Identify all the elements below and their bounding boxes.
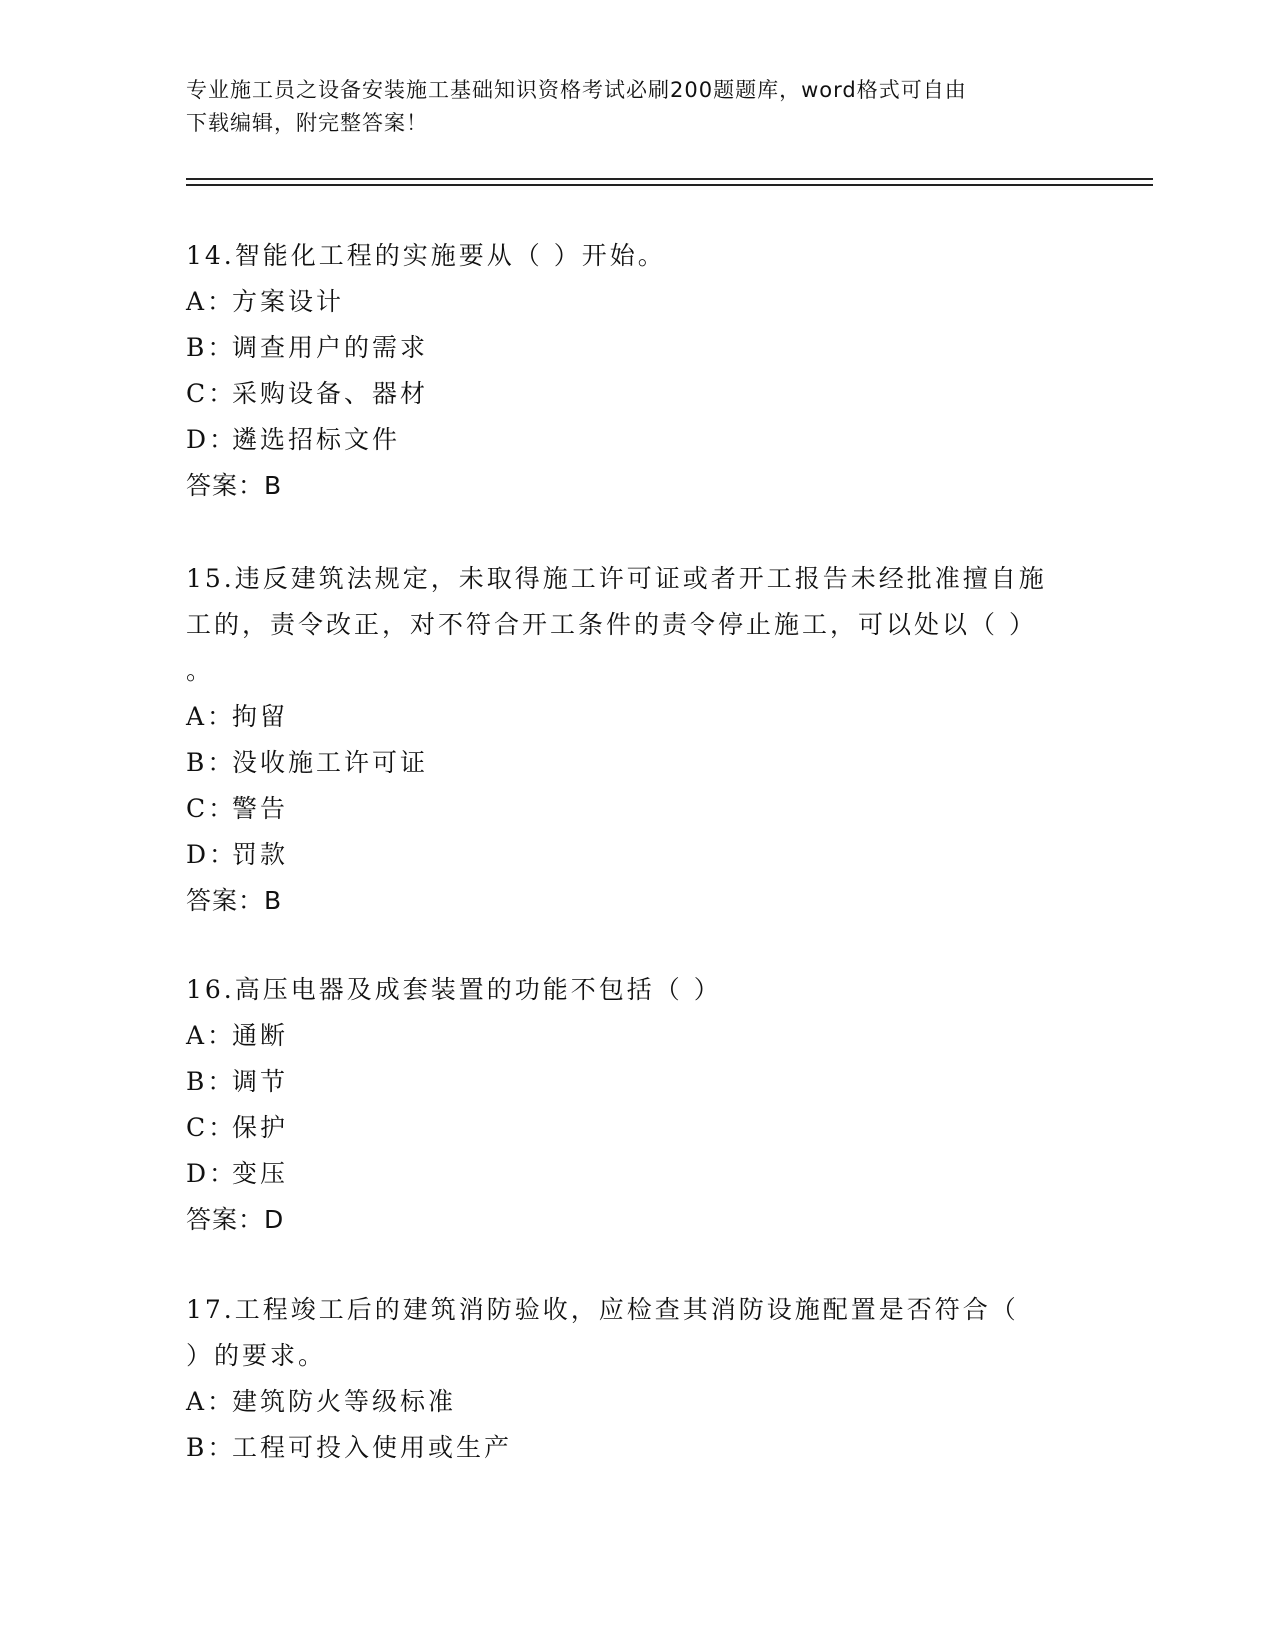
header-line-2: 下载编辑，附完整答案！ [186,111,428,135]
option-key: A： [186,1021,236,1050]
option-key: B： [186,1433,236,1462]
option-text: 拘留 [232,702,289,731]
option-c [186,1105,1086,1151]
option-text: 通断 [232,1021,289,1050]
option-d [186,417,1086,463]
question-17 [186,1287,1086,1471]
option-key: C： [186,794,237,823]
option-text: 调节 [232,1067,289,1096]
option-text: 建筑防火等级标准 [232,1387,457,1416]
header-line-1: 专业施工员之设备安装施工基础知识资格考试必刷200题题库，word格式可自由 [186,78,967,102]
option-a [186,1379,1086,1425]
option-text: 调查用户的需求 [232,333,429,362]
option-text: 工程可投入使用或生产 [232,1433,513,1462]
option-key: A： [186,1387,236,1416]
header-divider-top [186,178,1153,180]
option-b [186,1059,1086,1105]
option-b [186,1425,1086,1471]
option-c [186,371,1086,417]
option-text: 遴选招标文件 [232,425,401,454]
question-stem-line-1: 15.违反建筑法规定，未取得施工许可证或者开工报告未经批准擅自施 [186,564,1047,593]
question-14 [186,233,1086,509]
option-d [186,832,1086,878]
option-key: C： [186,379,237,408]
answer-line: 答案：B [186,886,283,915]
document-header [186,74,1066,140]
question-stem-line-2: 工的，责令改正，对不符合开工条件的责令停止施工，可以处以（ ） [186,610,1037,639]
option-a [186,1013,1086,1059]
option-key: B： [186,1067,236,1096]
option-text: 采购设备、器材 [232,379,429,408]
option-text: 警告 [232,794,289,823]
option-a [186,279,1086,325]
question-stem: 16.高压电器及成套装置的功能不包括（ ） [186,975,722,1004]
option-key: B： [186,333,236,362]
option-b [186,325,1086,371]
option-d [186,1151,1086,1197]
question-stem-line-2: ）的要求。 [186,1341,327,1370]
answer-line: 答案：D [186,1205,285,1234]
header-divider-bottom [186,184,1153,186]
option-key: D： [186,840,238,869]
question-stem: 14.智能化工程的实施要从（ ）开始。 [186,241,666,270]
option-text: 没收施工许可证 [232,748,429,777]
question-stem-line-3: 。 [186,656,215,685]
option-text: 保护 [232,1113,289,1142]
question-15 [186,556,1086,924]
question-stem-line-1: 17.工程竣工后的建筑消防验收，应检查其消防设施配置是否符合（ [186,1295,1019,1324]
option-key: D： [186,1159,238,1188]
option-key: C： [186,1113,237,1142]
option-key: B： [186,748,236,777]
option-b [186,740,1086,786]
answer-line: 答案：B [186,471,283,500]
option-key: A： [186,702,236,731]
option-a [186,694,1086,740]
question-16 [186,967,1086,1243]
option-text: 罚款 [232,840,289,869]
option-c [186,786,1086,832]
option-key: A： [186,287,236,316]
option-key: D： [186,425,238,454]
option-text: 变压 [232,1159,289,1188]
option-text: 方案设计 [232,287,345,316]
